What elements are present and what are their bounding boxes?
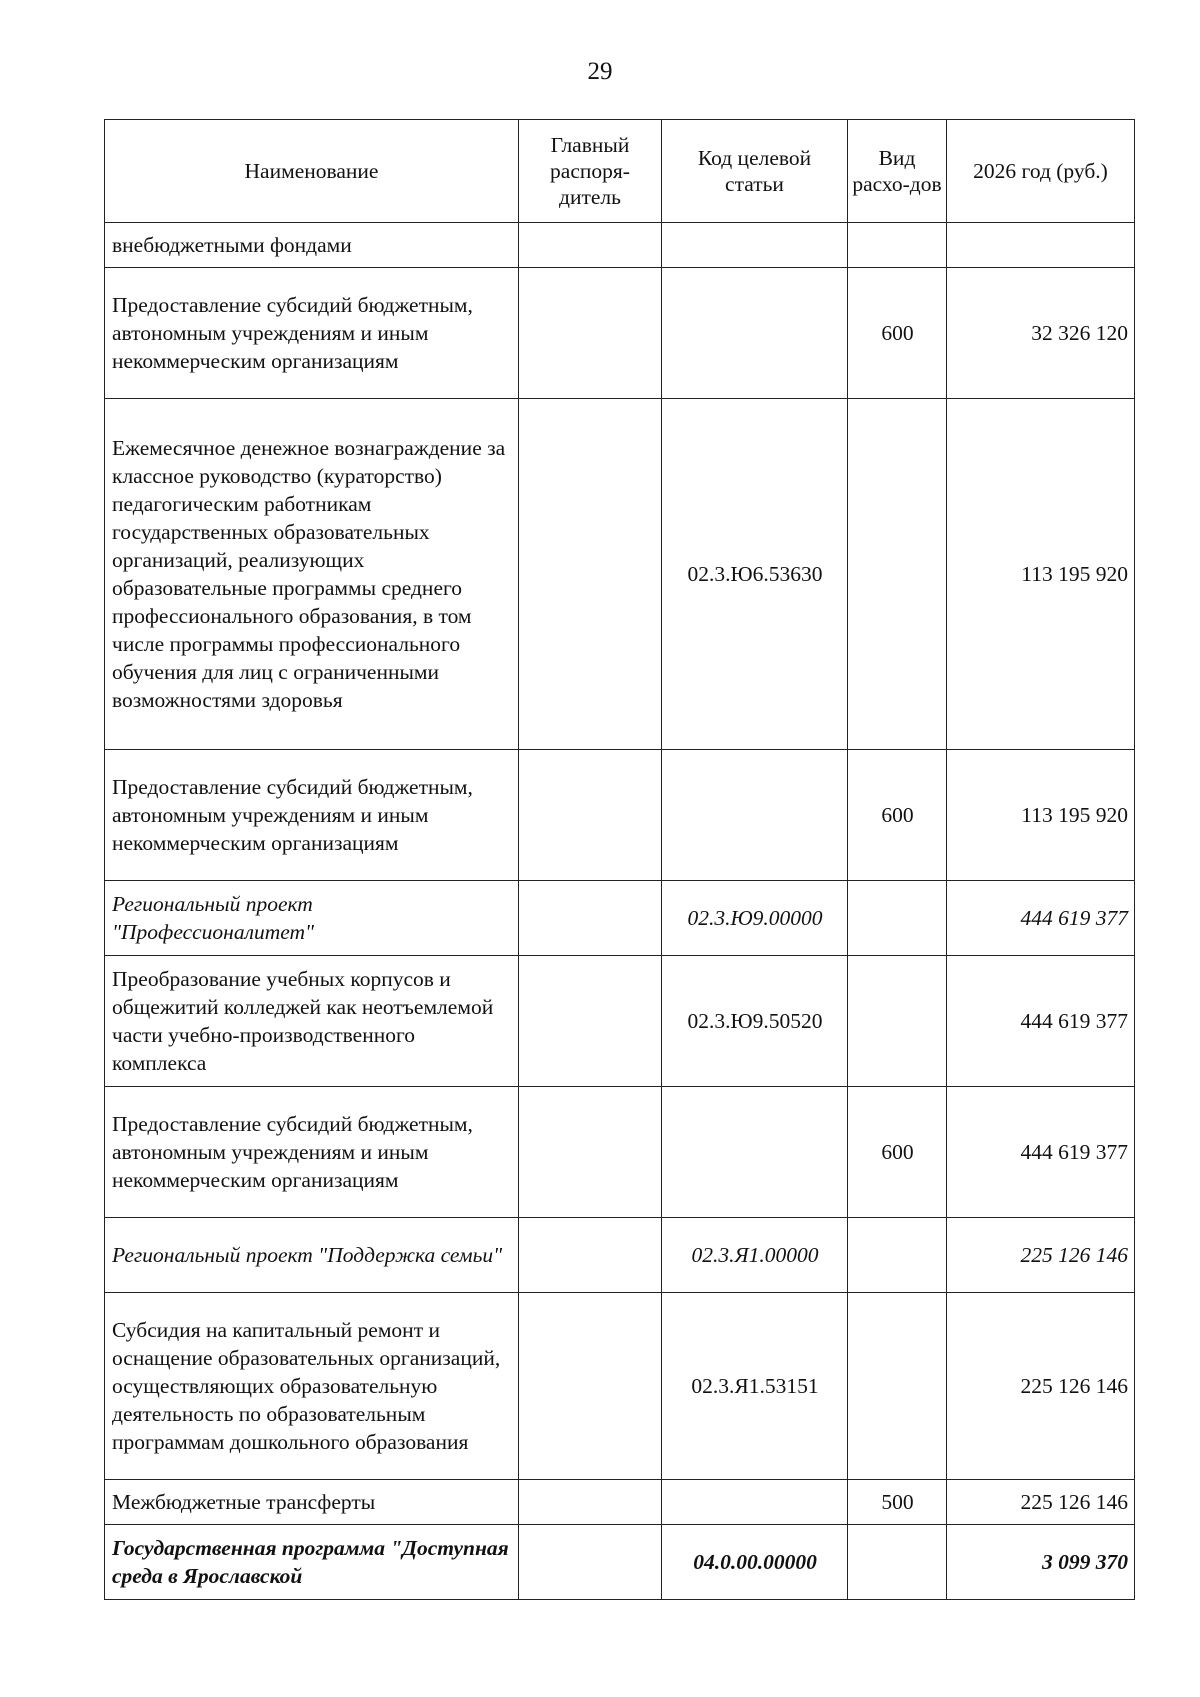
cell-admin (519, 223, 662, 268)
cell-admin (519, 1218, 662, 1293)
cell-type: 600 (848, 750, 947, 881)
cell-name: внебюджетными фондами (105, 223, 519, 268)
cell-code (662, 223, 848, 268)
cell-amount: 113 195 920 (947, 750, 1135, 881)
cell-type (848, 1525, 947, 1600)
cell-type (848, 399, 947, 750)
cell-type: 500 (848, 1480, 947, 1525)
cell-name: Региональный проект "Профессионалитет" (105, 881, 519, 956)
cell-type (848, 1218, 947, 1293)
cell-type: 600 (848, 268, 947, 399)
cell-type: 600 (848, 1087, 947, 1218)
table-row (105, 223, 1135, 268)
header-name: Наименование (105, 120, 519, 223)
cell-code: 02.3.Ю9.00000 (662, 881, 848, 956)
cell-code (662, 268, 848, 399)
header-admin: Главный распоря-дитель (519, 120, 662, 223)
cell-code: 02.3.Ю6.53630 (662, 399, 848, 750)
header-code: Код целевой статьи (662, 120, 848, 223)
cell-admin (519, 1525, 662, 1600)
table-row (105, 881, 1135, 956)
table-row (105, 956, 1135, 1087)
cell-name: Межбюджетные трансферты (105, 1480, 519, 1525)
budget-table (104, 119, 1135, 1600)
cell-admin (519, 1087, 662, 1218)
header-type: Вид расхо-дов (848, 120, 947, 223)
cell-amount: 225 126 146 (947, 1293, 1135, 1480)
cell-name: Государственная программа "Доступная среда в Ярославской (105, 1525, 519, 1600)
cell-amount: 3 099 370 (947, 1525, 1135, 1600)
cell-name: Предоставление субсидий бюджетным, автономным учреждениям и иным некоммерческим организациям (105, 1087, 519, 1218)
table-header-row (105, 120, 1135, 223)
table-row (105, 1293, 1135, 1480)
cell-admin (519, 399, 662, 750)
cell-code (662, 1480, 848, 1525)
table-row (105, 1480, 1135, 1525)
cell-amount: 225 126 146 (947, 1480, 1135, 1525)
cell-amount: 225 126 146 (947, 1218, 1135, 1293)
cell-type (848, 881, 947, 956)
cell-type (848, 1293, 947, 1480)
cell-amount (947, 223, 1135, 268)
cell-amount: 444 619 377 (947, 956, 1135, 1087)
cell-admin (519, 881, 662, 956)
cell-name: Субсидия на капитальный ремонт и оснащение образовательных организаций, осуществляющих образовательную деятельность по образовательным программам дошкольного образования (105, 1293, 519, 1480)
table-row (105, 1087, 1135, 1218)
cell-admin (519, 956, 662, 1087)
cell-name: Предоставление субсидий бюджетным, автономным учреждениям и иным некоммерческим организациям (105, 268, 519, 399)
cell-code: 02.3.Я1.53151 (662, 1293, 848, 1480)
cell-code (662, 1087, 848, 1218)
cell-name: Предоставление субсидий бюджетным, автономным учреждениям и иным некоммерческим организациям (105, 750, 519, 881)
cell-code (662, 750, 848, 881)
cell-name: Ежемесячное денежное вознаграждение за классное руководство (кураторство) педагогическим работникам государственных образовательных организаций, реализующих образовательные программы среднего профессионального образования, в том числе программы профессионального обучения для лиц с ограниченными возможностями здоровья (105, 399, 519, 750)
cell-code: 04.0.00.00000 (662, 1525, 848, 1600)
cell-amount: 444 619 377 (947, 881, 1135, 956)
cell-amount: 32 326 120 (947, 268, 1135, 399)
header-amount: 2026 год (руб.) (947, 120, 1135, 223)
cell-name: Региональный проект "Поддержка семьи" (105, 1218, 519, 1293)
cell-admin (519, 750, 662, 881)
cell-name: Преобразование учебных корпусов и общежитий колледжей как неотъемлемой части учебно-производственного комплекса (105, 956, 519, 1087)
table-row (105, 750, 1135, 881)
cell-type (848, 223, 947, 268)
cell-admin (519, 268, 662, 399)
table-row (105, 268, 1135, 399)
table-row (105, 1218, 1135, 1293)
page-number: 29 (587, 58, 613, 85)
cell-amount: 444 619 377 (947, 1087, 1135, 1218)
cell-code: 02.3.Я1.00000 (662, 1218, 848, 1293)
cell-code: 02.3.Ю9.50520 (662, 956, 848, 1087)
table-row (105, 399, 1135, 750)
cell-admin (519, 1293, 662, 1480)
cell-type (848, 956, 947, 1087)
table-row (105, 1525, 1135, 1600)
cell-amount: 113 195 920 (947, 399, 1135, 750)
cell-admin (519, 1480, 662, 1525)
